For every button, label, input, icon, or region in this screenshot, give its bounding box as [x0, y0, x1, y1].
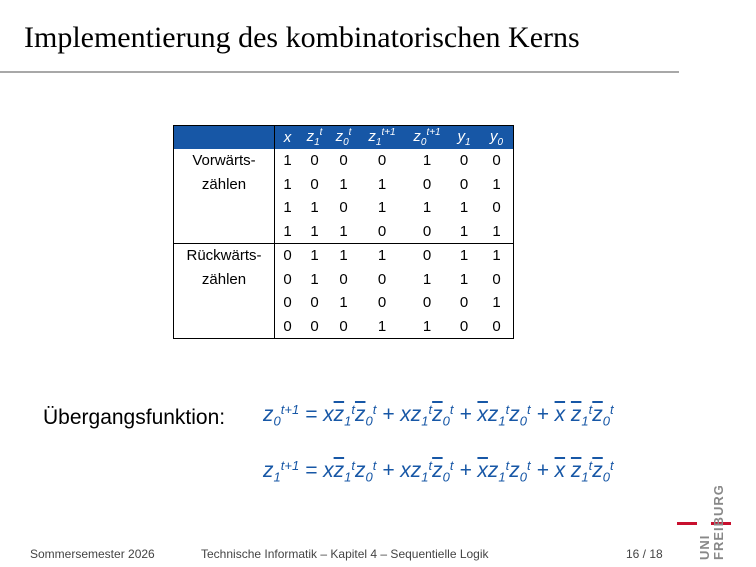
cell: 0	[459, 152, 469, 170]
cell: 0	[283, 294, 292, 312]
transition-function-label: Übergangsfunktion:	[43, 406, 226, 429]
cell: 1	[300, 244, 329, 268]
title-rule	[0, 71, 679, 73]
group-label-empty	[174, 315, 275, 339]
footer-page-number: 16 / 18	[626, 547, 663, 561]
group-label-line1: Rückwärts-	[174, 244, 275, 268]
cell: 1	[459, 270, 469, 288]
cell: 1	[329, 244, 358, 268]
cell: 1	[422, 152, 432, 170]
cell: 0	[406, 244, 448, 268]
cell: 1	[459, 199, 469, 217]
svg-text:FREIBURG: FREIBURG	[711, 484, 726, 560]
truth-table	[173, 125, 514, 339]
footer-semester: Sommersemester 2026	[30, 547, 155, 561]
group-label-line2: zählen	[174, 173, 275, 197]
cell: 0	[492, 152, 501, 170]
cell: 0	[339, 199, 348, 217]
footer-course: Technische Informatik – Kapitel 4 – Sequentielle Logik	[201, 547, 489, 561]
cell: 1	[448, 244, 480, 268]
header-z1t: $z_1^t$	[300, 126, 329, 150]
table-row	[174, 291, 514, 315]
cell: 0	[377, 152, 387, 170]
cell: 0	[310, 175, 319, 193]
cell: 0	[339, 152, 348, 170]
cell: 1	[283, 175, 292, 193]
cell: 0	[422, 294, 432, 312]
slide-title: Implementierung des kombinatorischen Kerns	[24, 21, 580, 54]
cell: 1	[310, 222, 319, 240]
cell: 0	[339, 270, 348, 288]
cell: 1	[459, 222, 469, 240]
equation-z1: $z_1^{t+1} = x\overline{z}_1^tz_0^t + xz_1^t\overline{z}_0^t + \overline{x}z_1^tz_0^t + \overline{x}$ $\overline{z}_1^t\overline{z}_0^t$	[263, 458, 614, 485]
group-label-line1: Vorwärts-	[174, 149, 275, 173]
cell: 1	[283, 152, 292, 170]
cell: 0	[275, 244, 301, 268]
svg-text:UNI: UNI	[697, 534, 712, 560]
header-empty	[174, 126, 275, 150]
cell: 0	[492, 270, 501, 288]
cell: 0	[310, 294, 319, 312]
cell: 1	[422, 270, 432, 288]
table-row	[174, 220, 514, 244]
group-label-empty	[174, 291, 275, 315]
header-z0t: $z_0^t$	[329, 126, 358, 150]
cell: 0	[422, 222, 432, 240]
uni-freiburg-logo	[671, 478, 741, 564]
cell: 1	[339, 222, 348, 240]
cell: 1	[480, 244, 514, 268]
cell: 1	[492, 294, 501, 312]
table-row	[174, 196, 514, 220]
cell: 0	[310, 317, 319, 335]
cell: 1	[339, 294, 348, 312]
cell: 0	[422, 175, 432, 193]
cell: 1	[377, 175, 387, 193]
table-row	[174, 173, 514, 197]
header-z1t1: $z_1^{t+1}$	[358, 126, 406, 150]
cell: 1	[310, 270, 319, 288]
group-label-line2: zählen	[174, 268, 275, 292]
cell: 1	[422, 199, 432, 217]
cell: 1	[492, 222, 501, 240]
header-x: x	[275, 126, 301, 150]
header-y0: $y_0$	[480, 126, 514, 150]
cell: 1	[492, 175, 501, 193]
table-row	[174, 149, 514, 173]
group-label-empty	[174, 220, 275, 244]
table-row	[174, 268, 514, 292]
cell: 1	[377, 199, 387, 217]
cell: 0	[459, 175, 469, 193]
cell: 0	[377, 270, 387, 288]
header-y1: $y_1$	[448, 126, 480, 150]
cell: 1	[422, 317, 432, 335]
cell: 1	[283, 199, 292, 217]
cell: 1	[339, 175, 348, 193]
group-label-empty	[174, 196, 275, 220]
table-header-row	[174, 126, 514, 150]
cell: 1	[283, 222, 292, 240]
header-z0t1: $z_0^{t+1}$	[406, 126, 448, 150]
cell: 0	[492, 199, 501, 217]
cell: 0	[377, 222, 387, 240]
table-row	[174, 315, 514, 339]
cell: 0	[492, 317, 501, 335]
cell: 0	[459, 294, 469, 312]
cell: 1	[358, 244, 406, 268]
cell: 0	[377, 294, 387, 312]
cell: 0	[310, 152, 319, 170]
cell: 0	[283, 270, 292, 288]
table-row	[174, 244, 514, 268]
cell: 0	[339, 317, 348, 335]
cell: 0	[283, 317, 292, 335]
equation-z0: $z_0^{t+1} = x\overline{z}_1^t\overline{z}_0^t + xz_1^t\overline{z}_0^t + \overline{x}z_1^tz_0^t + \overline{x}$ $\overline{z}_1^t\overline{z}_0^t$	[263, 402, 614, 429]
cell: 1	[377, 317, 387, 335]
cell: 0	[459, 317, 469, 335]
cell: 1	[310, 199, 319, 217]
